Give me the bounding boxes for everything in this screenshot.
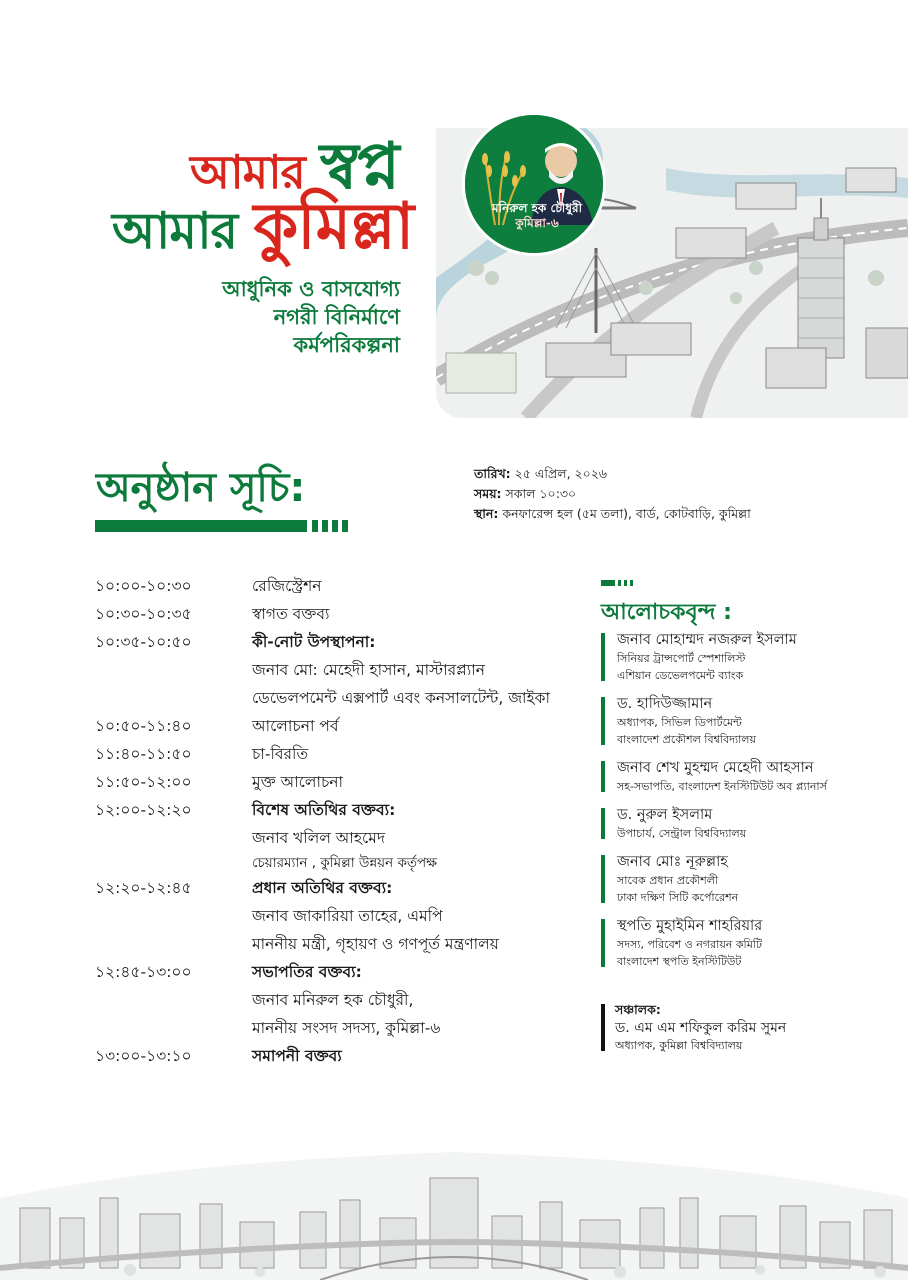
speaker-designation: সহ-সভাপতি, বাংলাদেশ ইনস্টিটিউট অব প্ল্যানার্স — [617, 780, 827, 793]
title-word-amar-1: আমার — [190, 145, 305, 199]
schedule-row — [95, 852, 595, 874]
schedule-row — [95, 740, 595, 768]
title-word-amar-2: আমার — [112, 202, 238, 260]
schedule-desc: সমাপনী বক্তব্য — [252, 1047, 342, 1065]
tick — [332, 520, 338, 532]
speaker-name: জনাব মোহাম্মদ নজরুল ইসলাম — [617, 632, 797, 648]
schedule-time: ১০:৩৫-১০:৫০ — [95, 633, 192, 651]
subtitle — [170, 275, 400, 359]
schedule-time — [95, 930, 252, 958]
schedule-desc: জনাব মো: মেহেদী হাসান, মাস্টারপ্ল্যান — [252, 661, 485, 679]
tick — [322, 520, 328, 532]
schedule-desc: চেয়ারম্যান , কুমিল্লা উন্নয়ন কর্তৃপক্ষ — [252, 855, 438, 871]
schedule-row — [95, 1014, 595, 1042]
schedule-time — [95, 1014, 252, 1042]
time-row — [474, 484, 751, 504]
subtitle-line-1: আধুনিক ও বাসযোগ্য — [222, 277, 400, 301]
schedule-desc: রেজিস্ট্রেশন — [252, 577, 322, 595]
host-block — [601, 1002, 786, 1053]
schedule-row — [95, 930, 595, 958]
host-name: ড. এম এম শফিকুল করিম সুমন — [615, 1020, 787, 1036]
schedule-row — [95, 768, 595, 796]
date-label: তারিখ: — [474, 466, 511, 481]
schedule-time — [95, 656, 252, 684]
schedule-desc: জনাব মনিরুল হক চৌধুরী, — [252, 991, 414, 1009]
schedule-desc: সভাপতির বক্তব্য: — [252, 963, 362, 981]
schedule-time: ১২:২০-১২:৪৫ — [95, 879, 192, 897]
schedule-time: ১২:০০-১২:২০ — [95, 801, 192, 819]
tick — [342, 520, 348, 532]
tick — [601, 580, 615, 586]
time-value: সকাল ১০:৩০ — [501, 486, 577, 501]
badge-name — [489, 201, 585, 231]
speaker-item — [601, 694, 901, 748]
schedule-row — [95, 684, 595, 712]
speaker-designation: বাংলাদেশ প্রকৌশল বিশ্ববিদ্যালয় — [617, 733, 756, 746]
speaker-designation: বাংলাদেশ স্থপতি ইনস্টিটিউট — [617, 955, 742, 968]
schedule-row — [95, 656, 595, 684]
tick — [624, 580, 627, 586]
schedule-desc: বিশেষ অতিথির বক্তব্য: — [252, 801, 396, 819]
speaker-name: ড. নুরুল ইসলাম — [617, 807, 713, 823]
speaker-designation: সদস্য, পরিবেশ ও নগরায়ন কমিটি — [617, 938, 762, 951]
speaker-designation: সিনিয়র ট্রান্সপোর্ট স্পেশালিস্ট — [617, 652, 746, 665]
schedule-desc: মুক্ত আলোচনা — [252, 773, 344, 791]
candidate-badge — [462, 112, 606, 256]
speaker-name: ড. হাদিউজ্জামান — [617, 696, 713, 712]
schedule-time: ১০:৩০-১০:৩৫ — [95, 605, 192, 623]
speakers-list — [601, 630, 901, 980]
badge-name-line-1: মনিরুল হক চৌধুরী — [492, 201, 582, 215]
candidate-portrait — [465, 115, 606, 256]
speaker-item — [601, 630, 901, 684]
schedule-row — [95, 902, 595, 930]
schedule-desc: মাননীয় মন্ত্রী, গৃহায়ণ ও গণপূর্ত মন্ত্রণালয় — [252, 935, 499, 953]
schedule-desc: কী-নোট উপস্থাপনা: — [252, 633, 376, 651]
title-word-cumilla: কুমিল্লা — [253, 190, 414, 264]
schedule-time: ১০:০০-১০:৩০ — [95, 577, 192, 595]
schedule-list — [95, 572, 595, 1070]
schedule-desc: স্বাগত বক্তব্য — [252, 605, 330, 623]
schedule-time — [95, 986, 252, 1014]
venue-row — [474, 504, 751, 524]
time-label: সময়: — [474, 486, 502, 501]
speaker-name: জনাব শেখ মুহম্মদ মেহেদী আহসান — [617, 760, 814, 776]
city-skyline-illustration — [0, 1138, 908, 1280]
schedule-desc: জনাব জাকারিয়া তাহের, এমপি — [252, 907, 443, 925]
speaker-designation: উপাচার্য, সেন্ট্রাল বিশ্ববিদ্যালয় — [617, 827, 747, 840]
schedule-row — [95, 1042, 595, 1070]
venue-value: কনফারেন্স হল (৫ম তলা), বার্ড, কোটবাড়ি, কুমিল্লা — [498, 506, 751, 521]
schedule-time: ১১:৫০-১২:০০ — [95, 773, 192, 791]
schedule-desc: ডেভেলপমেন্ট এক্সপার্ট এবং কনসালটেন্ট, জাইকা — [252, 689, 550, 707]
schedule-time — [95, 852, 252, 874]
schedule-desc: চা-বিরতি — [252, 745, 309, 763]
date-row — [474, 464, 751, 484]
schedule-time — [95, 824, 252, 852]
tick — [312, 520, 318, 532]
speakers-title: আলোচকবৃন্দ : — [601, 600, 732, 625]
subtitle-line-3: কর্মপরিকল্পনা — [293, 333, 400, 357]
title-line-2 — [112, 178, 413, 285]
speaker-item — [601, 852, 901, 906]
tick — [630, 580, 633, 586]
schedule-desc: জনাব খলিল আহমেদ — [252, 829, 386, 847]
schedule-time: ১১:৪০-১১:৫০ — [95, 745, 192, 763]
schedule-time: ১০:৫০-১১:৪০ — [95, 717, 192, 735]
tick — [618, 580, 621, 586]
title-word-shopno: স্বপ্ন — [319, 130, 399, 204]
schedule-time: ১৩:০০-১৩:১০ — [95, 1047, 192, 1065]
schedule-time — [95, 684, 252, 712]
speaker-name: স্থপতি মুহাইমিন শাহরিয়ার — [617, 918, 763, 934]
schedule-row — [95, 796, 595, 824]
schedule-title: অনুষ্ঠান সূচি: — [96, 465, 306, 511]
schedule-row — [95, 986, 595, 1014]
schedule-row — [95, 572, 595, 600]
speaker-designation: সাবেক প্রধান প্রকৌশলী — [617, 874, 719, 887]
schedule-row — [95, 824, 595, 852]
venue-label: স্থান: — [474, 506, 499, 521]
speakers-title-ticks — [601, 580, 633, 586]
city-skyline-svg — [0, 1138, 908, 1280]
schedule-row — [95, 874, 595, 902]
schedule-desc: মাননীয় সংসদ সদস্য, কুমিল্লা-৬ — [252, 1019, 441, 1037]
title-underline — [95, 520, 307, 532]
subtitle-line-2: নগরী বিনির্মাণে — [273, 305, 400, 329]
schedule-time — [95, 902, 252, 930]
title-underline-ticks — [312, 520, 348, 532]
host-label: সঞ্চালক: — [615, 1002, 661, 1017]
schedule-row — [95, 600, 595, 628]
speaker-designation: অধ্যাপক, সিভিল ডিপার্টমেন্ট — [617, 716, 742, 729]
speaker-item — [601, 758, 901, 795]
speaker-designation: ঢাকা দক্ষিণ সিটি কর্পোরেশন — [617, 891, 739, 904]
badge-name-line-2: কুমিল্লা-৬ — [515, 216, 559, 230]
speaker-name: জনাব মোঃ নূরুল্লাহ — [617, 854, 728, 870]
speaker-item — [601, 805, 901, 842]
schedule-desc: আলোচনা পর্ব — [252, 717, 339, 735]
schedule-desc: প্রধান অতিথির বক্তব্য: — [252, 879, 393, 897]
speaker-designation: এশিয়ান ডেভেলপমেন্ট ব্যাংক — [617, 669, 744, 682]
speaker-item — [601, 916, 901, 970]
event-info — [474, 464, 751, 524]
schedule-row — [95, 628, 595, 656]
schedule-time: ১২:৪৫-১৩:০০ — [95, 963, 192, 981]
date-value: ২৫ এপ্রিল, ২০২৬ — [510, 466, 608, 481]
schedule-row — [95, 712, 595, 740]
host-designation: অধ্যাপক, কুমিল্লা বিশ্ববিদ্যালয় — [615, 1039, 743, 1052]
schedule-row — [95, 958, 595, 986]
